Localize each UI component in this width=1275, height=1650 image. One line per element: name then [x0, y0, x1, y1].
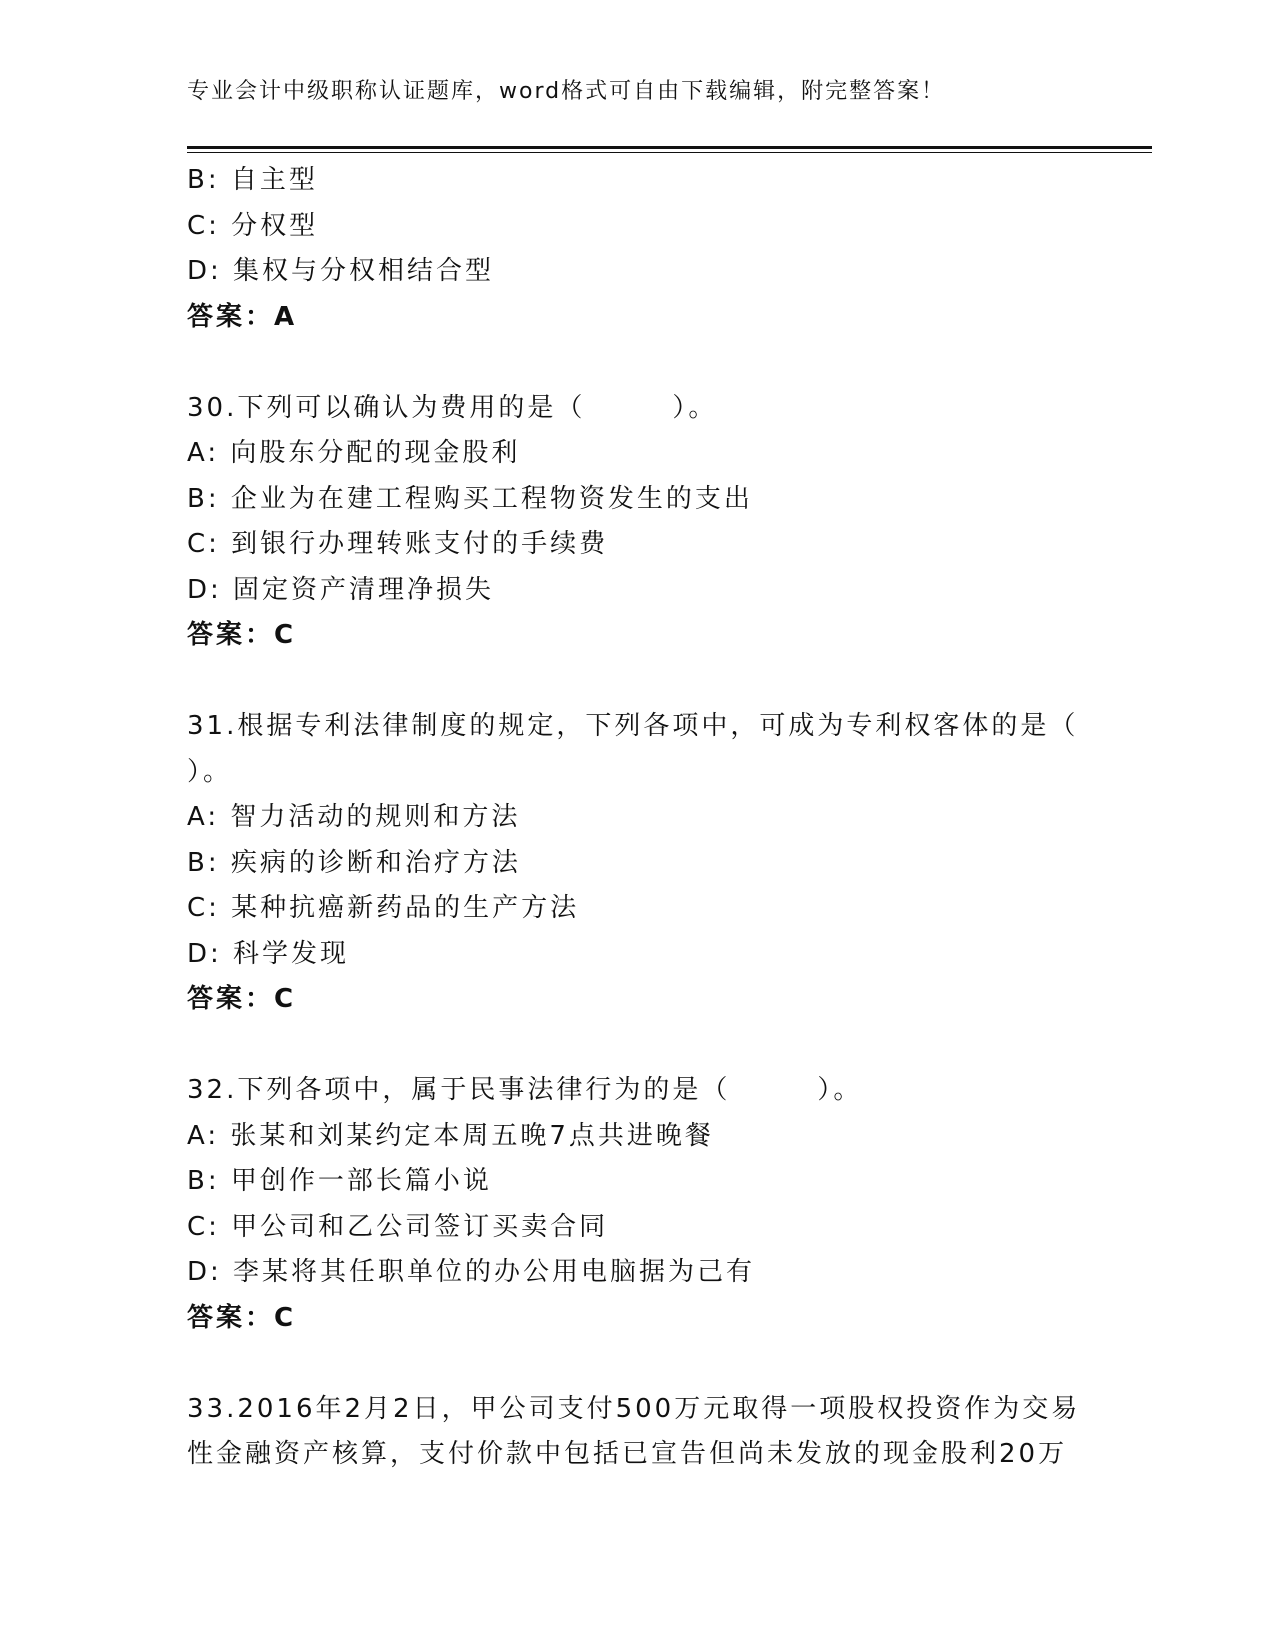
- answer: 答案：A: [187, 301, 298, 332]
- question-29: [187, 158, 1087, 340]
- header-rule-thick: [187, 146, 1152, 149]
- spacer: [187, 340, 1087, 386]
- option-b: B: 疾病的诊断和治疗方法: [187, 847, 521, 878]
- answer: 答案：C: [187, 620, 297, 650]
- option-b: B: 自主型: [187, 165, 318, 195]
- option-c: C: 分权型: [187, 210, 319, 241]
- option-a: A: 智力活动的规则和方法: [187, 802, 521, 832]
- answer: 答案：C: [187, 1302, 297, 1333]
- question-30: [187, 386, 1087, 659]
- option-d: D: 李某将其任职单位的办公用电脑据为己有: [187, 1257, 756, 1287]
- answer: 答案：C: [187, 984, 297, 1014]
- spacer: [187, 1341, 1087, 1387]
- header-rule-thin: [187, 152, 1152, 153]
- option-a: A: 张某和刘某约定本周五晚7点共进晚餐: [187, 1120, 714, 1151]
- question-text-line1: 31.根据专利法律制度的规定，下列各项中，可成为专利权客体的是（: [187, 711, 1079, 741]
- option-a: A: 向股东分配的现金股利: [187, 438, 521, 468]
- option-d: D: 科学发现: [187, 938, 350, 969]
- option-b: B: 甲创作一部长篇小说: [187, 1166, 492, 1196]
- option-d: D: 集权与分权相结合型: [187, 256, 495, 286]
- option-d: D: 固定资产清理净损失: [187, 574, 495, 605]
- question-text: 32.下列各项中，属于民事法律行为的是（ ）。: [187, 1075, 863, 1105]
- question-text: 30.下列可以确认为费用的是（ ）。: [187, 392, 718, 423]
- question-32: [187, 1068, 1087, 1341]
- question-text-line2: 性金融资产核算，支付价款中包括已宣告但尚未发放的现金股利20万: [187, 1439, 1068, 1469]
- question-text-line1: 33.2016年2月2日，甲公司支付500万元取得一项股权投资作为交易: [187, 1393, 1081, 1424]
- page-header: 专业会计中级职称认证题库，word格式可自由下载编辑，附完整答案！: [187, 79, 946, 104]
- option-c: C: 甲公司和乙公司签订买卖合同: [187, 1211, 609, 1242]
- option-c: C: 某种抗癌新药品的生产方法: [187, 893, 580, 923]
- spacer: [187, 659, 1087, 705]
- question-33: [187, 1387, 1087, 1478]
- spacer: [187, 1023, 1087, 1069]
- question-31: [187, 704, 1087, 1023]
- question-text-line2: ）。: [187, 756, 233, 787]
- question-content: [187, 158, 1087, 1478]
- option-b: B: 企业为在建工程购买工程物资发生的支出: [187, 483, 753, 514]
- option-c: C: 到银行办理转账支付的手续费: [187, 529, 609, 559]
